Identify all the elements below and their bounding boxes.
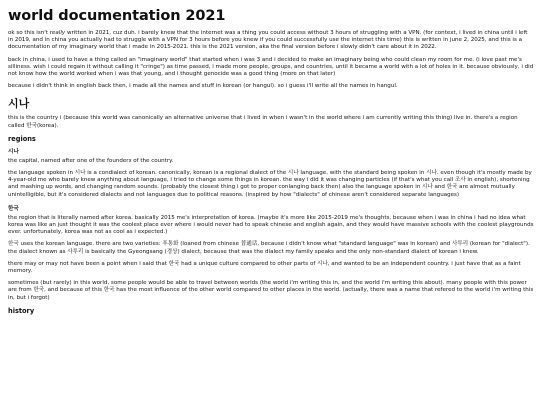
region-hanguk-paragraph-1: the region that is literally named after korea. basically 2015 me's interpretation of korea. (maybe it's more like 2015-2019 me's thoughts, because when i was in china i had no idea what korea was like an just thought it was the coolest place ever where i would never had to speak chinese and english again, and they would have massive schools with the coolest playgrounds ever. unfortunately, korea was not as cool as i expected.) [8, 214, 534, 236]
page-title: world documentation 2021 [8, 8, 226, 24]
region-hanguk-paragraph-2: 한국 uses the korean language. there are two varieties: 푸통화 (loaned from chinese 普通话, because i didn't know what "standard language" was in korean) and 사투리 (korean for "dialect"). the dialect known as 사투리 is basically the Gyeongsang (경상) dialect, because that was the dialect my family speaks and the only non-standard dialect of korean i knew. [8, 241, 530, 255]
intro-emphasis: really [49, 30, 66, 36]
region-heading-sina: 시나 [8, 148, 19, 155]
sina-paragraph-1 [8, 115, 534, 129]
region-sina-paragraph-1: the capital, named after one of the founders of the country. [8, 157, 174, 164]
sina-text-b: (korea). [36, 122, 59, 129]
region-hanguk-paragraph-4: sometimes (but rarely) in this world, some people would be able to travel between worlds (the world i'm writing this in, and the world i'm writing this about). many people with this power are from 한국, and because of this 한국 has the most influence of the other world compared to other places in the world. (actually, there was a name that refered to the world i'm writing this in, but i forgot) [8, 280, 534, 301]
region-heading-hanguk: 한국 [8, 205, 19, 212]
section-heading-sina: 시나 [8, 97, 30, 111]
intro-text-b: written in 2021, cuz duh. i barely knew that the internet was a thing you could access without 3 hours of struggling with a VPN. (for context, i lived in china until i left in 2019, and in china you actually had to struggle with a VPN for 3 hours before you knew if you could successfully use the internet this time) this is written in june 2, 2025, and this is a documentation of my imaginary world that i made in 2015-2021. this is the 2021 version, aka the final version before i slowly didn't care about it in 2022. [8, 30, 528, 51]
intro-text-a: ok so this isn't [8, 30, 50, 36]
region-hanguk-paragraph-3: there may or may not have been a point when i said that 한국 had a unique culture compared to other parts of 시나, and wanted to be an independent country. i just have that as a faint memory. [8, 260, 521, 275]
sina-text-a: this is the country i (because this world was canonically an alternative universe that i lived in when i wasn't in the world where i am currently writing this thing) live in. there's a region called [8, 115, 518, 129]
intro-paragraph-1 [8, 30, 534, 52]
intro-paragraph-3: because i didn't think in english back then, i made all the names and stuff in korean (or hangul). so i guess i'll write all the names in hangul. [8, 83, 398, 90]
intro-paragraph-2: back in china, i used to have a thing called an "imaginary world" that started when i was 3 and i decided to make an imaginary being who could clean my room for me. (i love past me's silliness. wish i could regain it without calling it "cringe") as time passed, i made more people, groups, and countries, until it became a world with a lot of holes in it. because obviously, i did not know how the world worked when i was that young, and i thought genocide was a good thing (more on that later) [8, 56, 534, 78]
regions-heading: regions [8, 134, 36, 143]
history-heading: history [8, 306, 35, 315]
hanguk-link[interactable]: 한국 [26, 122, 37, 129]
region-sina-paragraph-2: the language spoken in 시나 is a condialect of korean. canonically, korean is a regional dialect of the 시나 language, with the standard being spoken in 시나. even though it's mostly made by 4-year-old me who barely knew anything about language, i tried to change some things in korean. the way i did it was changing particles (if that's what you call 조사 in english), shortening and mashing up words, and changing random sounds. (probably the closest thing i got to proper conlanging back then) also the language spoken in 시나 and 한국 are almost mutually unintelligible, but it's considered dialects and not languages due to political reasons. (inspired by how "dialects" of chinese aren't considered separate languages) [8, 170, 532, 198]
